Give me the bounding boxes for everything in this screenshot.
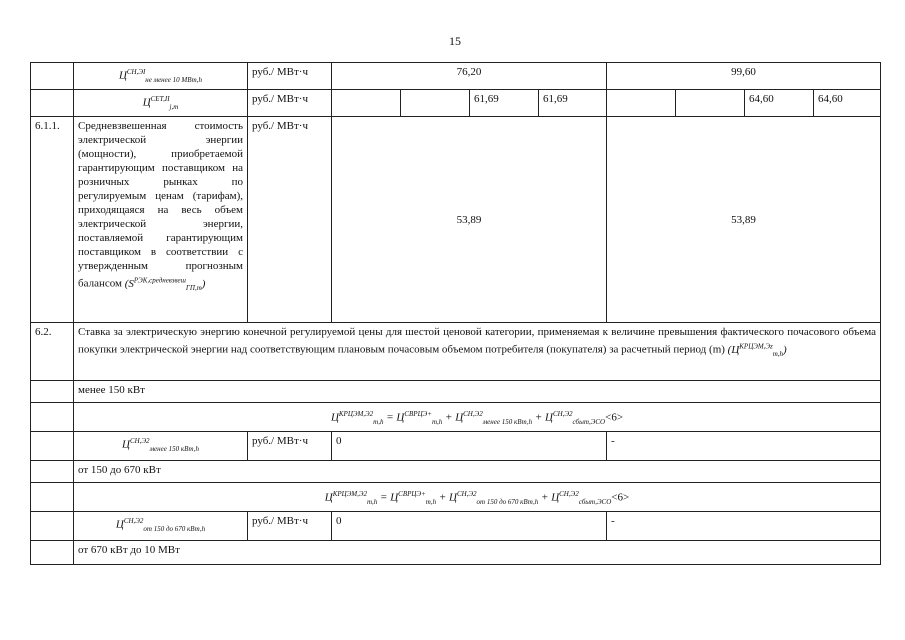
description-text: Ставка за электрическую энергию конечной регулируемой цены для шестой ценовой категории, применяемая к величине превышения фактического почасового объема покупки электрической энергии над соответствующим плановым почасовым объемом потребителя (покупателя) за расчетный период (m) — [78, 326, 876, 356]
value-cell-b: - — [607, 431, 881, 460]
table-row — [31, 511, 881, 540]
table-row — [31, 323, 881, 381]
value-cell — [332, 90, 401, 117]
row-number-cell — [31, 482, 74, 511]
row-number-cell: 6.2. — [31, 323, 74, 381]
formula-cell: $Ц^{КРЦЭМ,Э2}_{m,h} = Ц^{СВРЦЭ+}_{m,h} + Ц^{СН,Э2}_{от 150 до 670 кВт,h} + Ц^{СН,Э2}_{сбыт,ЭСО}<6>$ — [74, 482, 881, 511]
formula-cell: $Ц^{КРЦЭМ,Э2}_{m,h} = Ц^{СВРЦЭ+}_{m,h} + Ц^{СН,Э2}_{менее 150 кВт,h} + Ц^{СН,Э2}_{сбыт,ЭСО}<6>$ — [74, 403, 881, 432]
value-cell-a: 0 — [332, 431, 607, 460]
unit-cell: руб./ МВт·ч — [248, 431, 332, 460]
value-cell: 61,69 — [470, 90, 539, 117]
unit-cell: руб./ МВт·ч — [248, 117, 332, 323]
unit-cell: руб./ МВт·ч — [248, 90, 332, 117]
subsection-heading: от 150 до 670 кВт — [74, 460, 881, 482]
value-cell-a: 53,89 — [332, 117, 607, 323]
row-number-cell — [31, 460, 74, 482]
page-number: 15 — [449, 34, 461, 48]
description-symbol: $(S^{РЭК,средневзвеш}_{ГП,m})$ — [124, 276, 206, 292]
symbol-main: Ц — [142, 96, 151, 109]
table-row — [31, 90, 881, 117]
table-row — [31, 482, 881, 511]
row-number-cell — [31, 63, 74, 90]
value-cell-a: 0 — [332, 511, 607, 540]
value-cell — [676, 90, 745, 117]
value-cell: 64,60 — [814, 90, 881, 117]
subsection-heading: от 670 кВт до 10 МВт — [74, 540, 881, 564]
value-cell: 61,69 — [539, 90, 607, 117]
description-symbol: $(Ц^{КРЦЭМ,Эz}_{m,h})$ — [727, 342, 787, 358]
table-row — [31, 540, 881, 564]
row-number-cell — [31, 431, 74, 460]
value-cell — [401, 90, 470, 117]
value-cell-a: 76,20 — [332, 63, 607, 90]
row-number-cell: 6.1.1. — [31, 117, 74, 323]
row-description-cell — [74, 117, 248, 323]
symbol-sub: j,m — [169, 102, 179, 111]
symbol-main: Ц — [118, 69, 127, 82]
row-label-cell: $Ц^{СН,Э2}_{менее 150 кВт,h}$ — [74, 431, 248, 460]
table-row — [31, 431, 881, 460]
row-label-cell: $Ц^{СН,Э2}_{от 150 до 670 кВт,h}$ — [74, 511, 248, 540]
table-row — [31, 403, 881, 432]
table-row — [31, 117, 881, 323]
row-number-cell — [31, 381, 74, 403]
description-text: Средневзвешенная стоимость электрической энергии (мощности), приобретаемой гарантирующим поставщиком на розничных рынках по регулируемым ценам (тарифам), приходящаяся на весь объем электрической энергии, поставляемой гарантирующим поставщиком в соответствии с утвержденным прогнозным балансом — [78, 120, 243, 290]
table-row — [31, 381, 881, 403]
row-description-cell — [74, 323, 881, 381]
unit-cell: руб./ МВт·ч — [248, 511, 332, 540]
row-label-cell — [74, 63, 248, 90]
row-number-cell — [31, 540, 74, 564]
value-cell-b: 99,60 — [607, 63, 881, 90]
row-number-cell — [31, 511, 74, 540]
value-cell — [607, 90, 676, 117]
symbol-sub: не менее 10 МВт,h — [145, 75, 203, 84]
table-row — [31, 460, 881, 482]
value-cell-b: 53,89 — [607, 117, 881, 323]
unit-cell: руб./ МВт·ч — [248, 63, 332, 90]
symbol-sup: СЕТ,II — [150, 95, 170, 103]
row-number-cell — [31, 403, 74, 432]
symbol-sup: СН,ЭI — [126, 68, 146, 76]
value-cell-b: - — [607, 511, 881, 540]
subsection-heading: менее 150 кВт — [74, 381, 881, 403]
tariff-table — [30, 62, 881, 565]
table-row — [31, 63, 881, 90]
value-cell: 64,60 — [745, 90, 814, 117]
row-label-cell — [74, 90, 248, 117]
row-number-cell — [31, 90, 74, 117]
